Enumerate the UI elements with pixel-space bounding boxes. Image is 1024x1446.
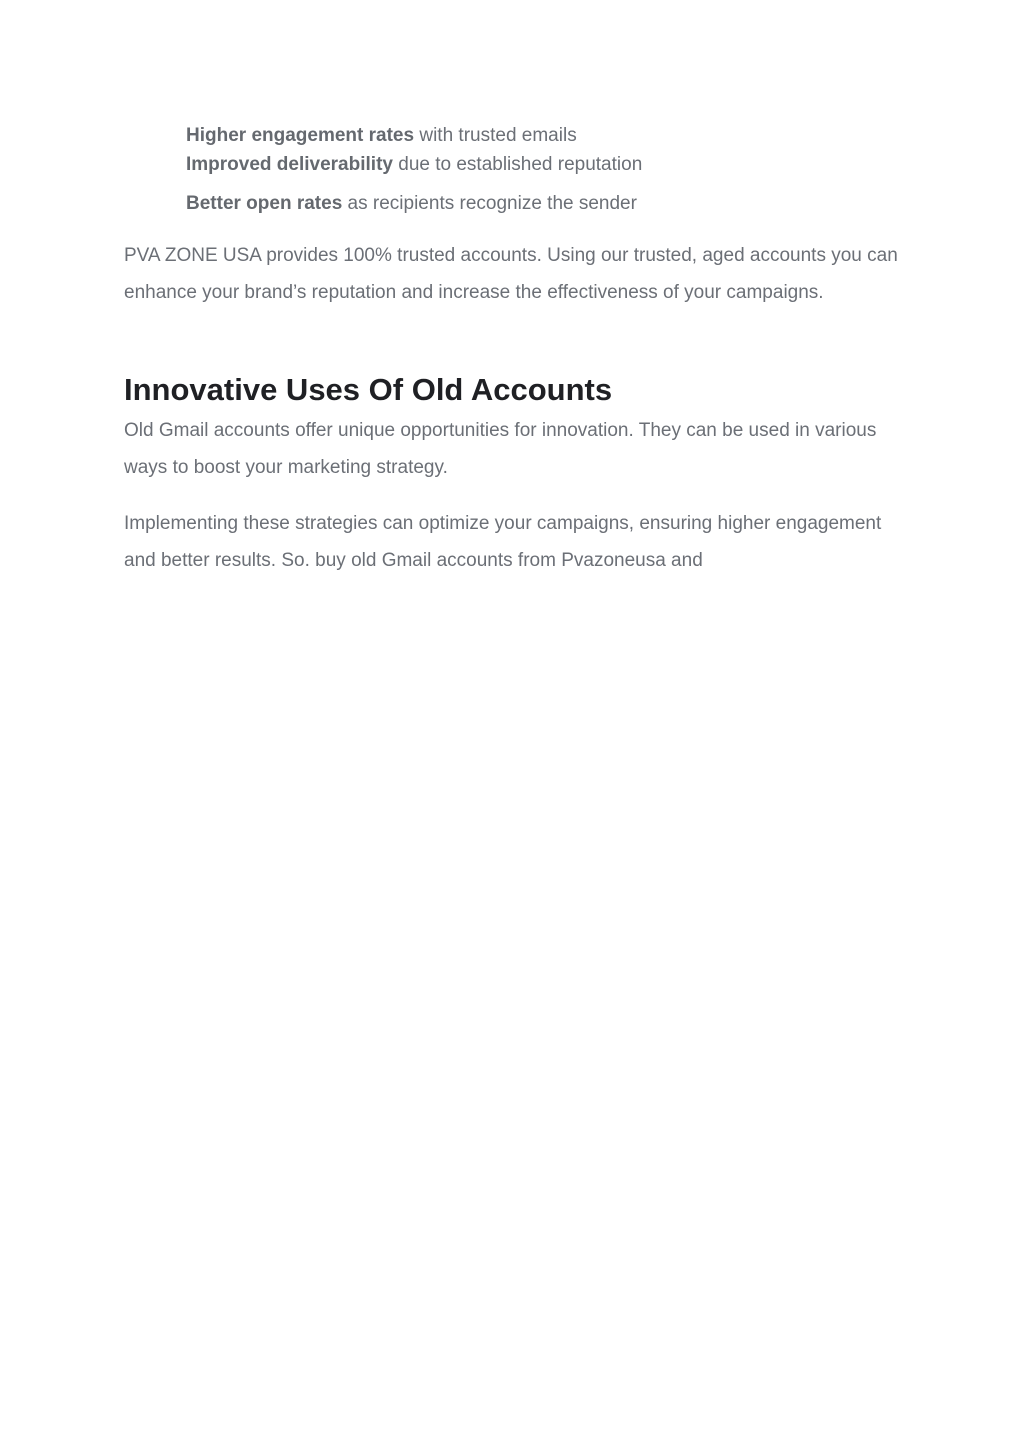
list-item-text: with trusted emails [414, 125, 577, 146]
section-heading: Innovative Uses Of Old Accounts [124, 372, 613, 407]
list-item [186, 150, 946, 179]
paragraph-innovation: Old Gmail accounts offer unique opportunities for innovation. They can be used in various ways to boost your marketing strategy. [124, 420, 877, 478]
list-item [186, 189, 946, 218]
list-item-bold: Improved deliverability [186, 154, 393, 175]
list-item-bold: Better open rates [186, 193, 343, 214]
paragraph-strategies: Implementing these strategies can optimize your campaigns, ensuring higher engagement and better results. So. buy old Gmail accounts from Pvazoneusa and [124, 513, 882, 571]
benefits-list [186, 121, 946, 218]
list-item-bold: Higher engagement rates [186, 125, 415, 146]
list-item [186, 121, 946, 150]
list-item-text: as recipients recognize the sender [342, 193, 637, 214]
list-item-text: due to established reputation [392, 154, 643, 175]
paragraph-trusted-accounts: PVA ZONE USA provides 100% trusted accounts. Using our trusted, aged accounts you can enhance your brand’s reputation and increase the effectiveness of your campaigns. [124, 245, 898, 303]
